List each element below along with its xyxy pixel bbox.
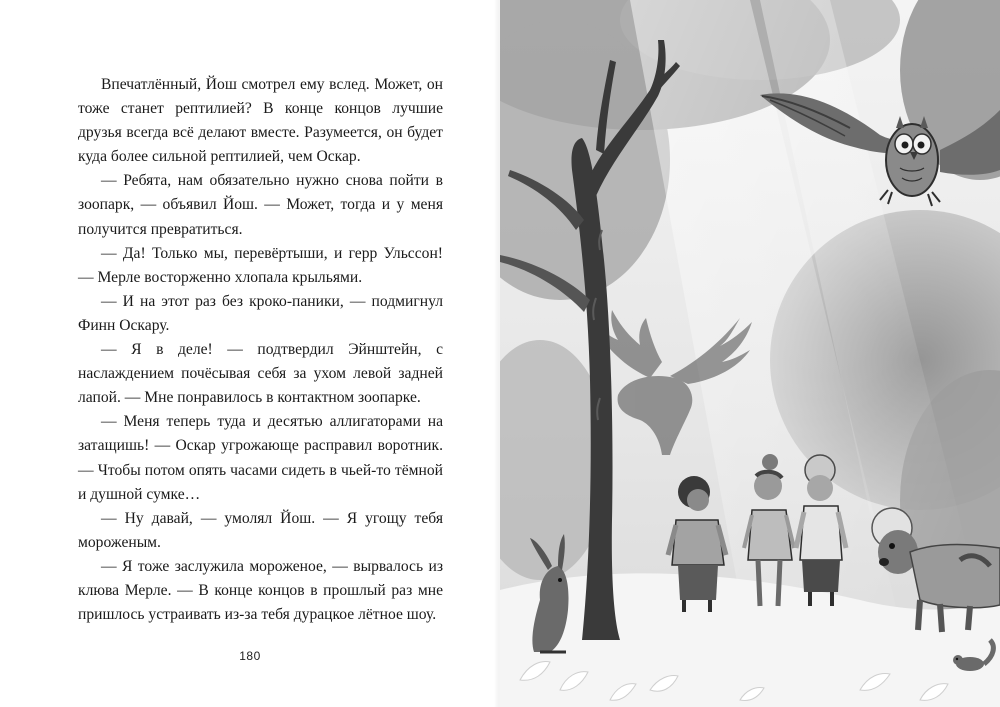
paragraph: — Я тоже заслужила мороженое, — вырвалось из клюва Мерле. — В конце концов в прошлый раз мне пришлось устраивать из-за тебя дурацкое лётное шоу. bbox=[78, 557, 443, 624]
paragraph: — Меня теперь туда и десятью аллигаторами на затащишь! — Оскар угрожающе расправил воротник. — Чтобы потом опять часами сидеть в чьей-то тёмной и душной сумке… bbox=[78, 413, 443, 503]
text-column bbox=[78, 73, 443, 627]
paragraph: — Я в деле! — подтвердил Эйнштейн, с наслаждением почёсывая себя за ухом левой задней лапой. — Мне понравилось в контактном зоопарке. bbox=[78, 341, 443, 407]
paragraph: — И на этот раз без кроко-паники, — подмигнул Финн Оскару. bbox=[78, 292, 443, 334]
page-number: 180 bbox=[239, 649, 261, 663]
paragraph: — Ну давай, — умолял Йош. — Я угощу тебя мороженым. bbox=[78, 509, 443, 551]
paragraph: Впечатлённый, Йош смотрел ему вслед. Может, он тоже станет рептилией? В конце концов лучшие друзья всегда всё делают вместе. Разумеется, он будет куда более сильной рептилией, чем Оскар. bbox=[78, 76, 443, 166]
paragraph: — Ребята, нам обязательно нужно снова пойти в зоопарк, — объявил Йош. — Может, тогда и у меня получится превратиться. bbox=[78, 172, 443, 238]
paragraph: — Да! Только мы, перевёртыши, и герр Ульссон! — Мерле восторженно хлопала крыльями. bbox=[78, 244, 443, 286]
illustration-page bbox=[500, 0, 1000, 707]
forest-illustration bbox=[500, 0, 1000, 707]
